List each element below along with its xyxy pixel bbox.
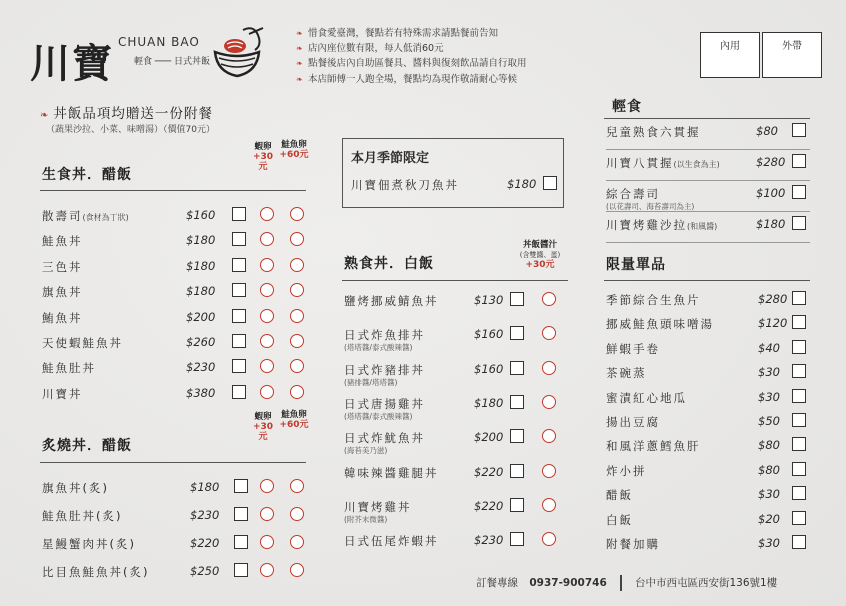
item-name-text: 揚出豆腐 [606, 415, 660, 429]
takeout-box[interactable]: 外帶 [762, 32, 822, 78]
item-name-text: 季節綜合生魚片 [606, 293, 701, 307]
item-name [606, 536, 660, 552]
item-price: $180 [186, 258, 216, 273]
order-checkbox[interactable] [232, 309, 246, 323]
notice-list [296, 26, 527, 87]
col-header-shrimp-roe [250, 412, 276, 442]
phone-number: 0937-900746 [529, 577, 607, 589]
menu-row [42, 310, 306, 334]
shrimp-roe-option[interactable] [260, 334, 274, 348]
item-note: (和風醬) [687, 222, 718, 231]
menu-row [42, 536, 306, 560]
item-price: $180 [507, 177, 537, 191]
item-subnote: (塔塔醬/泰式酸辣醬) [344, 411, 413, 421]
col-label: 丼飯醬汁 [522, 240, 557, 250]
section-divider [604, 280, 810, 281]
shrimp-roe-option[interactable] [260, 385, 274, 399]
salmon-roe-option[interactable] [290, 385, 304, 399]
item-name-text: 鮪魚丼 [42, 310, 83, 325]
item-name-text: 星鰻蟹肉丼(炙) [42, 537, 136, 551]
salmon-roe-option[interactable] [290, 359, 304, 373]
item-price: $20 [758, 511, 780, 526]
order-checkbox[interactable] [510, 292, 524, 306]
col-price: +60元 [279, 150, 309, 160]
order-checkbox[interactable] [232, 385, 246, 399]
item-price: $220 [474, 464, 504, 479]
menu-row [344, 499, 568, 523]
col-label: 蝦卵 [254, 412, 272, 422]
seasonal-title: 本月季節限定 [351, 151, 430, 166]
menu-row [344, 430, 568, 454]
seasonal-box [342, 138, 564, 208]
item-name-text: 醋飯 [606, 488, 633, 503]
item-subnote: (塔塔醬/泰式酸辣醬) [344, 343, 413, 353]
brand-subtitle: 輕食 ─── 日式丼飯 [134, 57, 210, 67]
shrimp-roe-option[interactable] [260, 479, 274, 493]
item-name [42, 208, 129, 224]
item-name [606, 438, 701, 454]
item-price: $250 [190, 564, 220, 578]
menu-row [42, 386, 306, 410]
item-subnote: (豬排醬/塔塔醬) [344, 377, 398, 387]
item-price: $30 [758, 536, 780, 550]
col-price: +30元 [252, 422, 274, 442]
item-name-text: 和風洋蔥鱈魚肝 [606, 439, 701, 454]
item-name [606, 414, 660, 430]
item-price: $160 [186, 208, 216, 222]
item-name [606, 390, 687, 406]
order-checkbox[interactable] [232, 258, 246, 272]
section-divider [40, 190, 306, 191]
item-name-text: 三色丼 [42, 259, 83, 274]
item-name: 川寶佃煮秋刀魚丼 [351, 178, 459, 192]
salmon-roe-option[interactable] [290, 479, 304, 493]
item-price: $100 [756, 186, 786, 200]
rice-bowl-logo-icon [205, 20, 269, 84]
shrimp-roe-option[interactable] [260, 232, 274, 246]
order-hotline-label: 訂餐專線 [476, 577, 518, 589]
salmon-roe-option[interactable] [290, 334, 304, 348]
item-price: $230 [474, 533, 504, 548]
footer-separator [620, 575, 622, 591]
menu-row [606, 186, 810, 210]
order-checkbox[interactable] [510, 532, 524, 546]
item-note: (以生食為主) [673, 160, 720, 169]
order-checkbox[interactable] [543, 176, 557, 190]
menu-row [606, 438, 810, 462]
sauce-option[interactable] [542, 464, 556, 478]
item-price: $40 [758, 340, 780, 355]
item-price: $230 [186, 360, 216, 375]
order-checkbox[interactable] [234, 563, 248, 577]
item-name-text: 綜合壽司 [606, 187, 660, 201]
item-subnote: (附芥末微醬) [344, 514, 388, 524]
footer [476, 575, 777, 591]
item-price: $380 [186, 385, 216, 400]
item-name-text: 蜜漬紅心地瓜 [606, 390, 687, 405]
item-name-text: 兒童熟食六貫握 [606, 125, 701, 139]
menu-row [606, 390, 810, 414]
row-divider [606, 149, 810, 150]
col-sub: (含雙醬、蛋) [519, 251, 561, 259]
item-price: $130 [474, 293, 504, 307]
order-checkbox[interactable] [792, 511, 806, 525]
item-name-text: 鮮蝦手卷 [606, 341, 660, 356]
notice-item: ❧ 店內座位數有限，每人低消60元 [296, 41, 527, 56]
item-name [606, 341, 660, 357]
item-name [606, 316, 714, 332]
menu-row [606, 487, 810, 511]
item-name [344, 430, 425, 446]
item-name-text: 鮭魚肚丼 [42, 361, 96, 376]
col-header-salmon-roe [278, 410, 310, 430]
order-checkbox[interactable] [792, 185, 806, 199]
item-name [42, 564, 149, 580]
salmon-roe-option[interactable] [290, 258, 304, 272]
order-checkbox[interactable] [510, 464, 524, 478]
shrimp-roe-option[interactable] [260, 563, 274, 577]
salmon-roe-option[interactable] [290, 207, 304, 221]
item-price: $230 [190, 508, 220, 522]
item-name [606, 487, 633, 503]
col-price: +30元 [252, 152, 274, 172]
item-name [42, 310, 83, 326]
item-price: $30 [758, 487, 780, 502]
row-divider [606, 211, 810, 212]
menu-row [606, 155, 810, 179]
item-price: $180 [190, 480, 220, 494]
item-price: $80 [758, 462, 780, 477]
salmon-roe-option[interactable] [290, 563, 304, 577]
item-price: $280 [756, 155, 786, 169]
notice-item: ❧ 惜食愛臺灣，餐點若有特殊需求請點餐前告知 [296, 26, 527, 41]
item-name-text: 天使蝦鮭魚丼 [42, 336, 123, 350]
order-checkbox[interactable] [792, 123, 806, 137]
order-checkbox[interactable] [792, 462, 806, 476]
item-name [42, 284, 83, 300]
item-price: $30 [758, 389, 780, 404]
item-name [42, 508, 122, 524]
order-checkbox[interactable] [234, 479, 248, 493]
item-name-text: 鹽烤挪威鯖魚丼 [344, 294, 439, 308]
section-divider [604, 118, 810, 119]
order-checkbox[interactable] [792, 154, 806, 168]
section-title-seared: 炙燒丼．醋飯 [42, 438, 132, 454]
row-divider [606, 180, 810, 181]
item-name [344, 293, 439, 309]
item-price: $80 [756, 124, 778, 138]
item-price: $30 [758, 365, 780, 380]
item-name [606, 463, 647, 479]
item-subnote: (以花壽司、海苔壽司為主) [606, 202, 695, 211]
item-name [606, 124, 701, 140]
menu-row [344, 362, 568, 386]
item-name-text: 川寶丼 [42, 386, 83, 401]
item-name [42, 386, 83, 402]
brand-name-cn: 川寶 [30, 40, 114, 87]
item-note: (食材為丁狀) [82, 213, 129, 222]
col-label: 鮭魚卵 [281, 410, 307, 420]
notice-item: ❧ 點餐後店內自助區餐具、醬料與復刻飲品請自行取用 [296, 56, 527, 71]
item-price: $200 [186, 309, 216, 324]
sauce-option[interactable] [542, 395, 556, 409]
shrimp-roe-option[interactable] [260, 207, 274, 221]
order-checkbox[interactable] [792, 389, 806, 403]
item-name [606, 292, 701, 308]
section-title-limited: 限量單品 [606, 257, 666, 273]
menu-row [606, 463, 810, 487]
order-checkbox[interactable] [792, 364, 806, 378]
order-checkbox[interactable] [232, 232, 246, 246]
item-price: $180 [186, 284, 216, 299]
item-price: $260 [186, 335, 216, 349]
item-name [42, 536, 136, 552]
order-checkbox[interactable] [792, 413, 806, 427]
item-name-text: 日式炸魚排丼 [344, 328, 425, 343]
item-name-text: 鮭魚肚丼(炙) [42, 509, 123, 523]
col-price: +30元 [525, 260, 555, 270]
item-name [344, 327, 425, 343]
item-name [42, 335, 123, 351]
item-price: $180 [474, 395, 504, 410]
notice-item: ❧ 本店師傅一人跑全場，餐點均為現作敬請耐心等候 [296, 72, 527, 87]
item-name [42, 259, 83, 275]
menu-row [344, 293, 568, 317]
order-checkbox[interactable] [510, 326, 524, 340]
order-checkbox[interactable] [232, 359, 246, 373]
order-checkbox[interactable] [510, 498, 524, 512]
item-name [344, 533, 439, 549]
item-name-text: 旗魚丼(炙) [42, 481, 109, 495]
col-header-shrimp-roe [250, 142, 276, 172]
col-label: 蝦卵 [254, 142, 272, 152]
item-name [344, 396, 425, 412]
shrimp-roe-option[interactable] [260, 283, 274, 297]
item-name-text: 川寶八貫握 [606, 156, 674, 170]
item-price: $220 [190, 536, 220, 550]
item-name [606, 186, 660, 202]
menu-row [42, 284, 306, 308]
section-title-raw: 生食丼．醋飯 [42, 167, 132, 183]
menu-row [606, 512, 810, 536]
col-price: +60元 [279, 420, 309, 430]
menu-row [42, 208, 306, 232]
item-name-text: 川寶烤雞丼 [344, 499, 412, 514]
order-checkbox[interactable] [792, 486, 806, 500]
sauce-option[interactable] [542, 498, 556, 512]
order-checkbox[interactable] [510, 361, 524, 375]
menu-row [606, 316, 810, 340]
item-name [42, 233, 83, 249]
item-name-text: 鮭魚丼 [42, 234, 83, 249]
menu-row [606, 414, 810, 438]
item-name [606, 365, 647, 381]
item-name-text: 日式唐揚雞丼 [344, 396, 425, 411]
shrimp-roe-option[interactable] [260, 535, 274, 549]
order-checkbox[interactable] [234, 535, 248, 549]
item-name-text: 比目魚鮭魚丼(炙) [42, 565, 150, 579]
section-divider [342, 280, 568, 281]
item-name [344, 465, 439, 481]
item-price: $280 [758, 292, 788, 306]
section-title-cooked: 熟食丼．白飯 [344, 256, 434, 272]
order-checkbox[interactable] [792, 535, 806, 549]
menu-row [606, 292, 810, 316]
item-name [606, 512, 633, 528]
item-price: $200 [474, 430, 504, 445]
item-price: $160 [474, 361, 504, 376]
sauce-option[interactable] [542, 292, 556, 306]
order-checkbox[interactable] [792, 340, 806, 354]
item-subnote: (海苔美乃滋) [344, 446, 388, 456]
promo-title: ❧ 丼飯品項均贈送一份附餐 [40, 102, 213, 122]
menu-row [42, 508, 306, 532]
menu-row [42, 480, 306, 504]
order-checkbox[interactable] [234, 507, 248, 521]
brand-name-en: CHUAN BAO [118, 35, 200, 49]
order-checkbox[interactable] [510, 395, 524, 409]
order-checkbox[interactable] [792, 315, 806, 329]
menu-row [42, 259, 306, 283]
menu-row [606, 341, 810, 365]
menu-row [42, 335, 306, 359]
menu-row [42, 233, 306, 257]
item-price: $180 [756, 217, 786, 231]
item-name-text: 日式炸魷魚丼 [344, 431, 425, 446]
order-checkbox[interactable] [510, 429, 524, 443]
item-name [42, 360, 96, 376]
order-checkbox[interactable] [232, 283, 246, 297]
salmon-roe-option[interactable] [290, 309, 304, 323]
item-name-text: 白飯 [606, 512, 633, 527]
address: 台中市西屯區西安街136號1樓 [634, 577, 778, 589]
salmon-roe-option[interactable] [290, 232, 304, 246]
sauce-option[interactable] [542, 532, 556, 546]
col-label: 鮭魚卵 [281, 140, 307, 150]
item-name [606, 217, 717, 233]
salmon-roe-option[interactable] [290, 507, 304, 521]
menu-row [42, 564, 306, 588]
item-name [344, 499, 412, 515]
order-checkbox[interactable] [792, 291, 806, 305]
item-price: $80 [758, 438, 780, 453]
item-price: $160 [474, 327, 504, 342]
col-header-sauce [510, 240, 570, 270]
shrimp-roe-option[interactable] [260, 258, 274, 272]
item-name [606, 155, 720, 171]
col-header-salmon-roe [278, 140, 310, 160]
menu-row [606, 124, 810, 148]
item-name-text: 日式炸豬排丼 [344, 362, 425, 377]
menu-row [606, 365, 810, 389]
promo-subtitle: （蔬果沙拉、小菜、味噌湯）（價值70元） [46, 125, 215, 135]
item-name-text: 附餐加購 [606, 537, 660, 551]
menu-row [344, 327, 568, 351]
order-checkbox[interactable] [232, 334, 246, 348]
shrimp-roe-option[interactable] [260, 359, 274, 373]
menu-row [606, 536, 810, 560]
sauce-option[interactable] [542, 361, 556, 375]
menu-row [344, 465, 568, 489]
sauce-option[interactable] [542, 326, 556, 340]
menu-row [42, 360, 306, 384]
sauce-option[interactable] [542, 429, 556, 443]
section-divider [40, 462, 306, 463]
item-price: $220 [474, 498, 504, 513]
salmon-roe-option[interactable] [290, 283, 304, 297]
row-divider [606, 242, 810, 243]
order-checkbox[interactable] [792, 216, 806, 230]
shrimp-roe-option[interactable] [260, 309, 274, 323]
menu-row [606, 217, 810, 241]
item-name-text: 茶碗蒸 [606, 366, 647, 381]
item-name [344, 362, 425, 378]
item-name-text: 韓味辣醬雞腿丼 [344, 465, 439, 480]
item-name-text: 炸小拼 [606, 463, 647, 478]
shrimp-roe-option[interactable] [260, 507, 274, 521]
item-name-text: 旗魚丼 [42, 285, 83, 300]
dine-in-box[interactable]: 內用 [700, 32, 760, 78]
seasonal-item [351, 177, 561, 201]
item-name [42, 480, 109, 496]
section-title-light: 輕食 [612, 99, 642, 115]
salmon-roe-option[interactable] [290, 535, 304, 549]
item-name-text: 川寶烤雞沙拉 [606, 218, 687, 232]
menu-row [344, 533, 568, 557]
item-name-text: 日式伍尾炸蝦丼 [344, 534, 439, 549]
item-price: $120 [758, 316, 788, 331]
item-price: $50 [758, 414, 780, 428]
order-checkbox[interactable] [792, 437, 806, 451]
item-price: $180 [186, 233, 216, 248]
item-name-text: 挪威鮭魚頭味噌湯 [606, 317, 714, 332]
menu-row [344, 396, 568, 420]
item-name-text: 散壽司 [42, 209, 83, 223]
order-checkbox[interactable] [232, 207, 246, 221]
